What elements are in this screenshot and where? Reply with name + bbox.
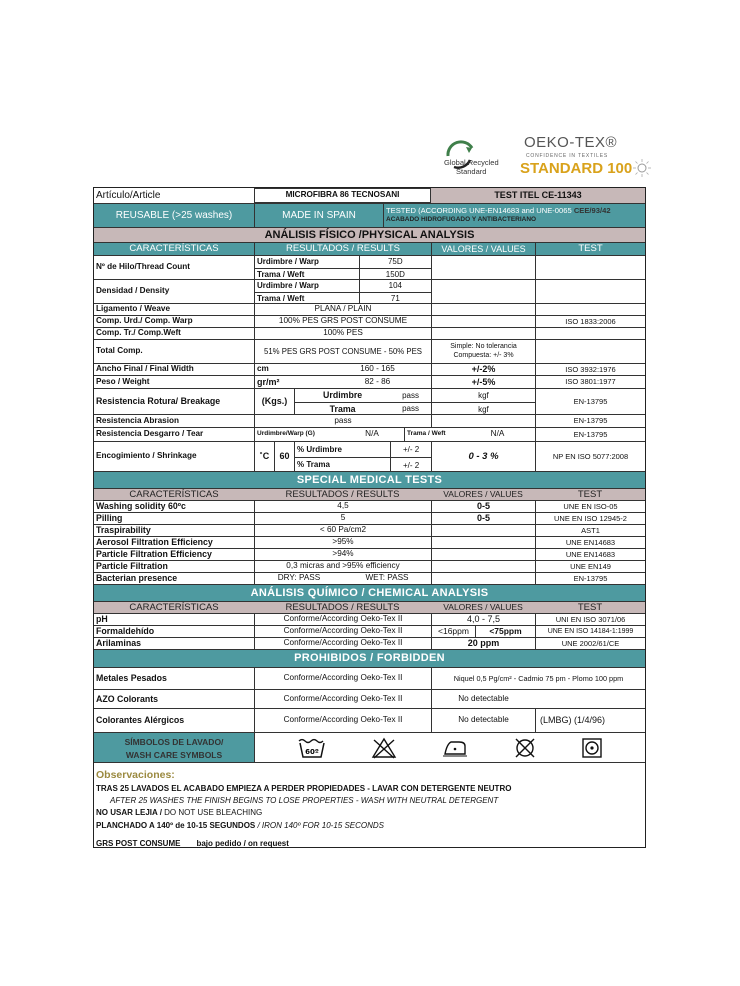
- chemical-title: ANÁLISIS QUÍMICO / CHEMICAL ANALYSIS: [94, 585, 645, 601]
- cee-text: CEE/93/42: [573, 206, 611, 215]
- total-comp-label: Total Comp.: [96, 346, 143, 356]
- width-label: Ancho Final / Final Width: [96, 364, 194, 374]
- certification-logos: [430, 130, 650, 185]
- observation-line-3: [96, 808, 262, 817]
- oeko-tex-name: OEKO-TEX®: [524, 134, 618, 151]
- weight-test: ISO 3801:1977: [535, 376, 645, 388]
- reusable-row: [94, 204, 645, 228]
- bacterian-dry: DRY: PASS: [254, 573, 343, 584]
- thread-weft-label: Trama / Weft: [257, 269, 305, 279]
- medical-test-row: [94, 525, 645, 537]
- width-unit: cm: [254, 364, 324, 375]
- allergenic-label: Colorantes Alérgicos: [96, 715, 185, 726]
- thread-count-results: [254, 256, 431, 279]
- physical-col-headers: [94, 243, 645, 256]
- medical-title: SPECIAL MEDICAL TESTS: [94, 472, 645, 488]
- width-tolerance: +/-2%: [431, 364, 535, 375]
- thread-count-test: [535, 256, 645, 279]
- total-comp-row: [94, 340, 645, 364]
- grs-name-line2: Standard: [456, 167, 487, 176]
- formaldehyde-limit-2: <75ppm: [475, 626, 535, 637]
- formaldehyde-result: Conforme/According Oeko-Tex II: [254, 626, 431, 637]
- comp-warp-value: 100% PES GRS POST CONSUME: [254, 316, 431, 327]
- thread-warp-value: 75D: [359, 256, 431, 268]
- observation-line-1: TRAS 25 LAVADOS EL ACABADO EMPIEZA A PERDER PROPIEDADES - LAVAR CON DETERGENTE NEUTRO: [96, 784, 512, 793]
- medical-test-value: [431, 525, 535, 536]
- wash-temp-text: 60º: [305, 747, 319, 756]
- shrinkage-unit: ˚C: [254, 442, 274, 471]
- comp-weft-value: 100% PES: [254, 328, 431, 339]
- abrasion-row: [94, 415, 645, 428]
- azo-test: [535, 690, 645, 708]
- grs-note-value: bajo pedido / on request: [196, 839, 289, 848]
- medical-test-result: 0,3 micras and >95% efficiency: [254, 561, 431, 572]
- medical-band: [94, 472, 645, 489]
- ironing-es: PLANCHADO A 140º de 10-15 SEGUNDOS: [96, 821, 256, 830]
- medical-test-label: Pilling: [96, 513, 123, 524]
- weight-unit: gr/m²: [254, 376, 324, 388]
- medical-test-row: [94, 561, 645, 573]
- comp-warp-values: [431, 316, 535, 327]
- azo-label: AZO Colorants: [96, 693, 159, 704]
- medical-test-value: [431, 537, 535, 548]
- ph-value: 4,0 - 7,5: [431, 614, 535, 625]
- weave-value: PLANA / PLAIN: [254, 304, 431, 315]
- thread-count-label: Nº de Hilo/Thread Count: [96, 262, 190, 272]
- shrinkage-row: [94, 442, 645, 472]
- weight-value: 82 - 86: [364, 376, 391, 386]
- care-label-en: WASH CARE SYMBOLS: [125, 750, 223, 761]
- density-warp-value: 104: [359, 280, 431, 292]
- width-test: ISO 3932:1976: [535, 364, 645, 375]
- made-in-label: MADE IN SPAIN: [254, 204, 383, 227]
- tear-weft-label: Trama / Weft: [404, 428, 460, 441]
- col-values: VALORES / VALUES: [431, 243, 535, 255]
- chemical-col-test: TEST: [577, 602, 603, 613]
- metals-row: [94, 668, 645, 690]
- arilaminas-label: Arilaminas: [96, 638, 141, 649]
- azo-result: Conforme/According Oeko-Tex II: [254, 690, 431, 708]
- weave-row: [94, 304, 645, 316]
- breakage-unit: (Kgs.): [254, 389, 294, 414]
- reusable-label: REUSABLE (>25 washes): [115, 209, 233, 221]
- ph-row: [94, 614, 645, 626]
- grs-logo: [430, 134, 514, 182]
- grs-note-label: GRS POST CONSUME: [96, 839, 181, 848]
- medical-test-standard: AST1: [535, 525, 645, 536]
- comp-weft-row: [94, 328, 645, 340]
- bacterian-label: Bacterian presence: [96, 573, 178, 584]
- bacterian-test: EN-13795: [535, 573, 645, 584]
- shrinkage-weft-label: % Trama: [297, 460, 330, 469]
- density-label: Densidad / Density: [96, 286, 170, 296]
- tested-info: [383, 204, 645, 227]
- no-bleach-en: DO NOT USE BLEACHING: [164, 808, 263, 817]
- forbidden-title: PROHIBIDOS / FORBIDDEN: [94, 650, 645, 667]
- observation-line-4: [96, 821, 384, 830]
- tumble-dry-icon: [581, 737, 603, 759]
- medical-test-row: [94, 501, 645, 513]
- medical-test-result: >94%: [254, 549, 431, 560]
- arilaminas-result: Conforme/According Oeko-Tex II: [254, 638, 431, 649]
- thread-warp-label: Urdimbre / Warp: [257, 257, 319, 266]
- shrinkage-results: [294, 442, 431, 471]
- tested-text: TESTED (ACCORDING UNE-EN14683 and UNE-0065: [386, 206, 572, 215]
- weight-label: Peso / Weight: [96, 376, 150, 386]
- medical-test-result: 5: [254, 513, 431, 524]
- density-test: [535, 280, 645, 303]
- article-label: Artículo/Article: [96, 189, 161, 201]
- care-label-es: SÍMBOLOS DE LAVADO/: [124, 737, 224, 747]
- allergenic-row: [94, 709, 645, 733]
- abrasion-label: Resistencia Abrasion: [96, 415, 179, 425]
- weight-row: [94, 376, 645, 389]
- care-symbols-row: [94, 733, 645, 763]
- ph-result: Conforme/According Oeko-Tex II: [254, 614, 431, 625]
- shrinkage-label: Encogimiento / Shrinkage: [96, 451, 197, 461]
- no-dryclean-icon: [513, 736, 537, 760]
- arilaminas-test: UNE 2002/61/CE: [535, 638, 645, 649]
- weight-tolerance: +/-5%: [431, 376, 535, 388]
- tear-warp-label: Urdimbre/Warp (G): [254, 428, 340, 441]
- total-note-simple: Simple: No tolerancia: [450, 343, 517, 350]
- breakage-weft-label: Trama: [329, 403, 356, 414]
- tear-warp-value: N/A: [365, 429, 379, 439]
- width-value: 160 - 165: [360, 364, 395, 374]
- medical-test-result: 4,5: [254, 501, 431, 512]
- medical-col-results: RESULTADOS / RESULTS: [285, 489, 400, 500]
- bacterian-values: [431, 573, 535, 584]
- care-symbols-label: [94, 733, 254, 762]
- medical-test-row: [94, 513, 645, 525]
- observations-title: Observaciones:: [96, 769, 175, 781]
- oeko-tex-logo: [520, 134, 650, 182]
- shrinkage-tolerance: 0 - 3 %: [431, 442, 535, 471]
- total-comp-value: 51% PES GRS POST CONSUME - 50% PES: [254, 340, 431, 363]
- article-name: MICROFIBRA 86 TECNOSANI: [254, 188, 431, 203]
- comp-weft-label: Comp. Tr./ Comp.Weft: [96, 328, 181, 338]
- col-test: TEST: [535, 243, 645, 255]
- weave-test: [535, 304, 645, 315]
- observations: [94, 766, 645, 848]
- medical-test-standard: UNE EN14683: [535, 549, 645, 560]
- breakage-row: [94, 389, 645, 415]
- bacterian-row: [94, 573, 645, 585]
- iron-low-icon: [441, 738, 469, 758]
- medical-test-standard: UNE EN14683: [535, 537, 645, 548]
- ph-test: UNI EN ISO 3071/06: [535, 614, 645, 625]
- test-reference: TEST ITEL CE-11343: [431, 188, 645, 203]
- forbidden-band: [94, 650, 645, 668]
- comp-warp-row: [94, 316, 645, 328]
- oeko-tex-standard: STANDARD 100: [520, 160, 633, 177]
- thread-weft-value: 150D: [359, 269, 431, 280]
- breakage-weft-value: pass: [402, 404, 419, 413]
- total-note-compound: Compuesta: +/- 3%: [453, 352, 514, 359]
- medical-test-standard: UNE EN149: [535, 561, 645, 572]
- total-comp-tolerance: [431, 340, 535, 363]
- formaldehyde-test: UNE EN ISO 14184-1:1999: [535, 626, 645, 637]
- medical-test-standard: UNE EN ISO-05: [535, 501, 645, 512]
- medical-test-value: [431, 549, 535, 560]
- oeko-tex-tagline: CONFIDENCE IN TEXTILES: [526, 153, 608, 159]
- abrasion-test: EN-13795: [535, 415, 645, 427]
- azo-value: No detectable: [431, 690, 535, 708]
- width-row: [94, 364, 645, 376]
- arilaminas-row: [94, 638, 645, 650]
- arilaminas-value: 20 ppm: [431, 638, 535, 649]
- medical-test-value: [431, 561, 535, 572]
- observation-line-2: AFTER 25 WASHES THE FINISH BEGINS TO LOSE PROPERTIES - WASH WITH NEUTRAL DETERGENT: [110, 796, 499, 805]
- ph-label: pH: [96, 614, 108, 625]
- shrinkage-test: NP EN ISO 5077:2008: [535, 442, 645, 471]
- metals-label: Metales Pesados: [96, 673, 167, 684]
- density-warp-label: Urdimbre / Warp: [257, 281, 319, 290]
- breakage-results: [294, 389, 535, 414]
- medical-test-label: Particle Filtration Efficiency: [96, 549, 212, 560]
- chemical-col-characteristics: CARACTERÍSTICAS: [129, 602, 219, 613]
- allergenic-test: (LMBG) (1/4/96): [535, 709, 645, 732]
- breakage-weft-unit: kgf: [431, 403, 535, 415]
- ironing-en: / IRON 140º FOR 10-15 SECONDS: [255, 821, 385, 830]
- no-bleach-es: NO USAR LEJIA /: [96, 808, 165, 817]
- medical-test-standard: UNE EN ISO 12945-2: [535, 513, 645, 524]
- medical-test-label: Traspirability: [96, 525, 151, 536]
- bacterian-wet: WET: PASS: [365, 573, 409, 583]
- sun-icon: [632, 158, 652, 178]
- breakage-test: EN-13795: [535, 389, 645, 414]
- comp-warp-label: Comp. Urd./ Comp. Warp: [96, 316, 193, 326]
- breakage-warp-unit: kgf: [431, 389, 535, 402]
- physical-band: [94, 228, 645, 243]
- medical-test-result: < 60 Pa/cm2: [254, 525, 431, 536]
- medical-test-label: Particle Filtration: [96, 561, 168, 572]
- thread-count-row: [94, 256, 645, 280]
- shrinkage-warp-value: +/- 2: [390, 442, 431, 457]
- formaldehyde-row: [94, 626, 645, 638]
- col-results: RESULTADOS / RESULTS: [254, 243, 431, 255]
- breakage-label: Resistencia Rotura/ Breakage: [96, 396, 221, 407]
- tear-test: EN-13795: [535, 428, 645, 441]
- grs-name-line1: Global Recycled: [444, 158, 499, 167]
- chemical-col-results: RESULTADOS / RESULTS: [285, 602, 400, 613]
- medical-test-row: [94, 549, 645, 561]
- shrinkage-warp-label: % Urdimbre: [297, 444, 342, 454]
- comp-warp-test: ISO 1833:2006: [535, 316, 645, 327]
- finish-text: ACABADO HIDROFUGADO Y ANTIBACTERIANO: [386, 215, 537, 223]
- physical-title: ANÁLISIS FÍSICO /PHYSICAL ANALYSIS: [264, 228, 475, 241]
- formaldehyde-limit-1: <16ppm: [431, 626, 475, 637]
- no-bleach-icon: [371, 737, 397, 759]
- breakage-warp-label: Urdimbre: [323, 390, 363, 401]
- medical-test-row: [94, 537, 645, 549]
- medical-col-headers: [94, 489, 645, 501]
- medical-test-value: 0-5: [431, 513, 535, 524]
- thread-count-values: [431, 256, 535, 279]
- shrinkage-weft-value: +/- 2: [390, 458, 431, 472]
- wash-60-icon: [297, 737, 327, 759]
- care-symbols: [254, 733, 645, 762]
- density-values: [431, 280, 535, 303]
- chemical-band: [94, 585, 645, 602]
- metals-value: Niquel 0,5 Pg/cm² - Cadmio 75 pm - Plomo 100 ppm: [431, 668, 645, 689]
- shrinkage-temp: 60: [274, 442, 294, 471]
- azo-row: [94, 690, 645, 709]
- metals-result: Conforme/According Oeko-Tex II: [254, 668, 431, 689]
- density-weft-value: 71: [359, 293, 431, 304]
- abrasion-values: [431, 415, 535, 427]
- allergenic-value: No detectable: [431, 709, 535, 732]
- medical-test-result: >95%: [254, 537, 431, 548]
- weave-label: Ligamento / Weave: [96, 304, 171, 314]
- tear-row: [94, 428, 645, 442]
- chemical-col-values: VALORES / VALUES: [443, 602, 523, 613]
- col-characteristics: CARACTERÍSTICAS: [129, 243, 219, 255]
- formaldehyde-label: Formaldehído: [96, 626, 155, 637]
- article-row: [94, 188, 645, 204]
- medical-col-test: TEST: [577, 489, 603, 500]
- comp-weft-values: [431, 328, 535, 339]
- abrasion-value: pass: [254, 415, 431, 427]
- breakage-warp-value: pass: [402, 390, 419, 400]
- chemical-col-headers: [94, 602, 645, 614]
- technical-data-sheet: [93, 187, 646, 848]
- medical-test-label: Aerosol Filtration Efficiency: [96, 537, 213, 548]
- density-weft-label: Trama / Weft: [257, 293, 305, 303]
- tear-weft-value: N/A: [490, 429, 505, 439]
- density-results: [254, 280, 431, 303]
- medical-col-values: VALORES / VALUES: [443, 489, 523, 500]
- allergenic-result: Conforme/According Oeko-Tex II: [254, 709, 431, 732]
- medical-test-label: Washing solidity 60ºc: [96, 501, 186, 512]
- total-comp-test: [535, 340, 645, 363]
- density-row: [94, 280, 645, 304]
- observation-line-5: [96, 839, 289, 848]
- weave-values: [431, 304, 535, 315]
- tear-label: Resistencia Desgarro / Tear: [96, 429, 204, 439]
- comp-weft-test: [535, 328, 645, 339]
- medical-test-value: 0-5: [431, 501, 535, 512]
- medical-col-characteristics: CARACTERÍSTICAS: [129, 489, 219, 500]
